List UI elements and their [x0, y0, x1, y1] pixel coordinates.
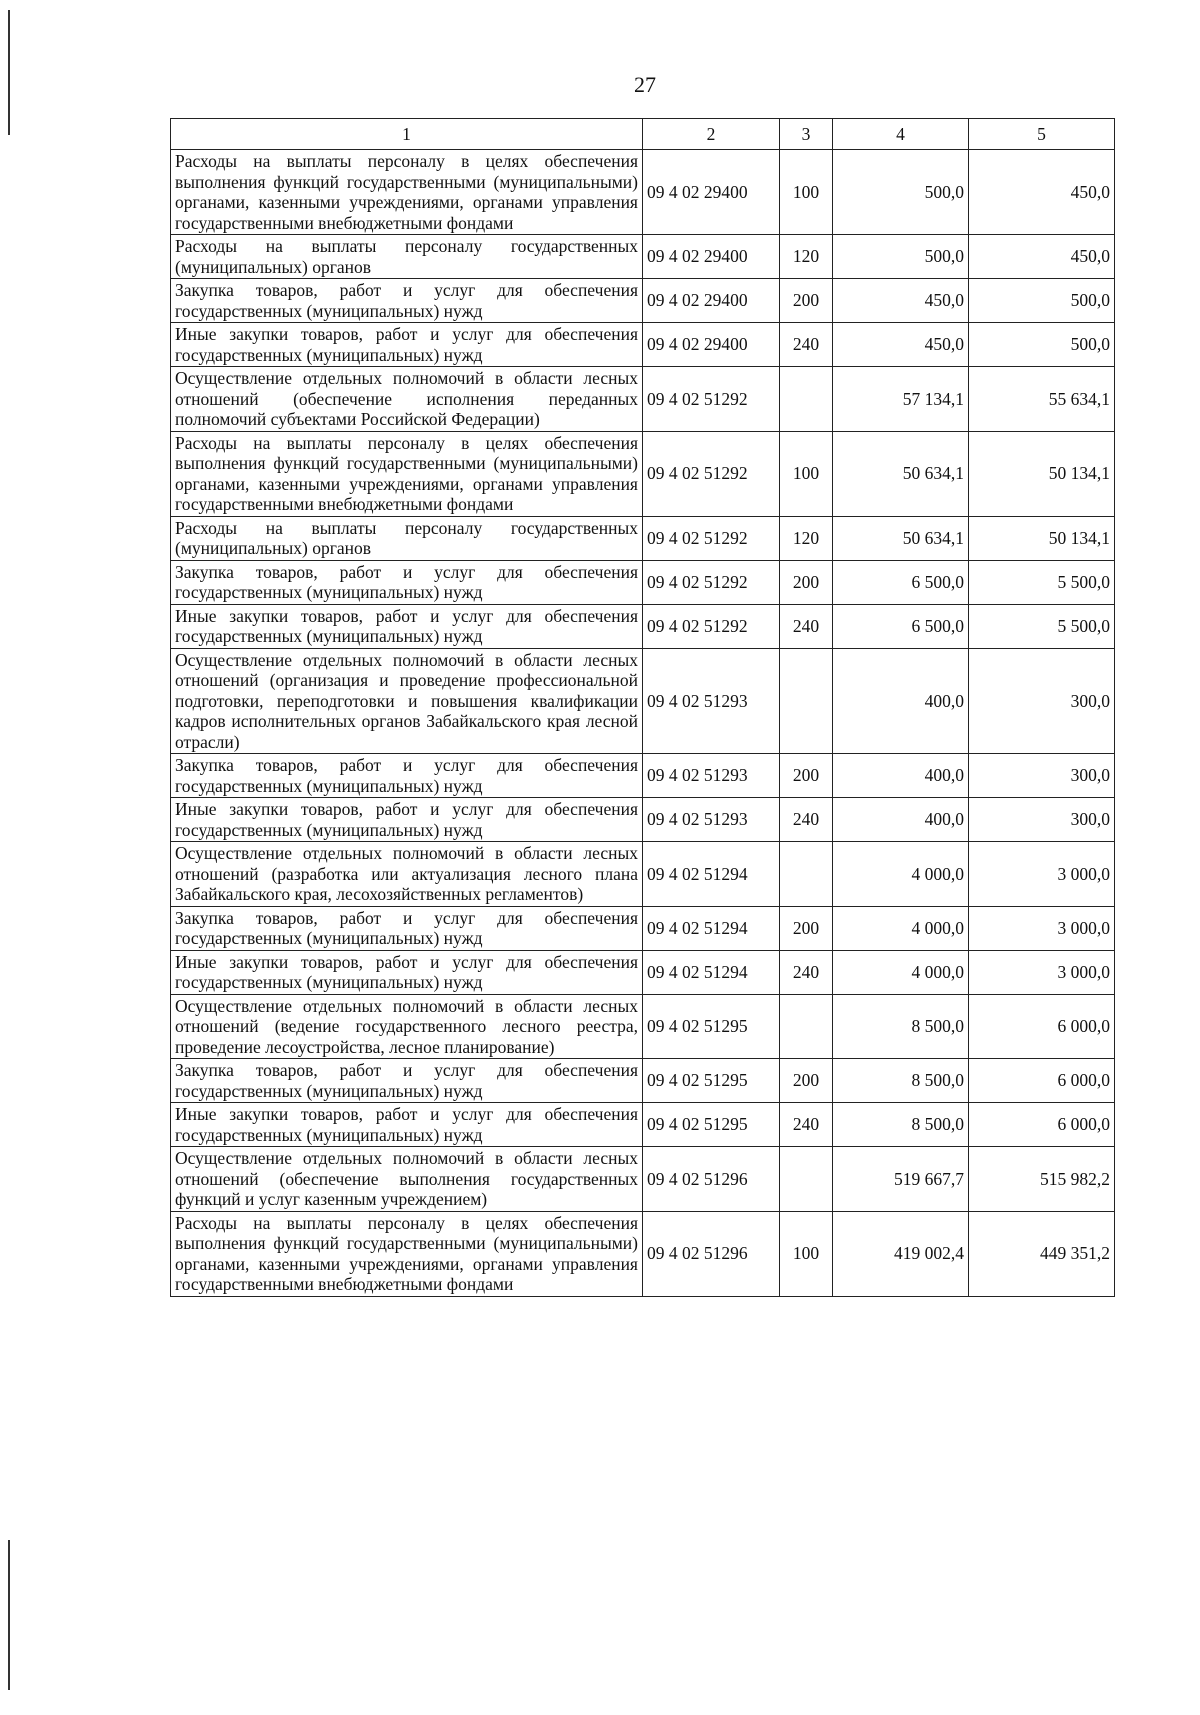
row-name: Осуществление отдельных полномочий в области лесных отношений (разработка или актуализация лесного плана Забайкальского края, лесохозяйственных регламентов): [171, 842, 643, 907]
row-value-col5: 3 000,0: [969, 906, 1115, 950]
header-col-3: 3: [780, 119, 833, 150]
table-row: [171, 323, 1115, 367]
table-row: [171, 279, 1115, 323]
row-code: 09 4 02 51294: [643, 950, 780, 994]
row-value-col5: 300,0: [969, 754, 1115, 798]
row-code: 09 4 02 29400: [643, 323, 780, 367]
page-number: 27: [634, 72, 656, 97]
row-expense-type: 200: [780, 1059, 833, 1103]
table-row: [171, 604, 1115, 648]
row-value-col5: 6 000,0: [969, 1103, 1115, 1147]
row-expense-type: 200: [780, 906, 833, 950]
row-value-col4: 4 000,0: [833, 842, 969, 907]
row-code: 09 4 02 51292: [643, 560, 780, 604]
row-name: Закупка товаров, работ и услуг для обеспечения государственных (муниципальных) нужд: [171, 906, 643, 950]
table-row: [171, 1059, 1115, 1103]
row-expense-type: 200: [780, 754, 833, 798]
table-row: [171, 235, 1115, 279]
row-value-col4: 450,0: [833, 279, 969, 323]
row-expense-type: [780, 994, 833, 1059]
row-expense-type: 240: [780, 798, 833, 842]
row-name: Закупка товаров, работ и услуг для обеспечения государственных (муниципальных) нужд: [171, 560, 643, 604]
row-expense-type: [780, 367, 833, 432]
row-value-col5: 300,0: [969, 648, 1115, 754]
row-value-col4: 400,0: [833, 648, 969, 754]
row-value-col4: 50 634,1: [833, 516, 969, 560]
row-value-col4: 6 500,0: [833, 560, 969, 604]
row-code: 09 4 02 51294: [643, 842, 780, 907]
header-col-2: 2: [643, 119, 780, 150]
row-expense-type: 240: [780, 323, 833, 367]
row-code: 09 4 02 51292: [643, 431, 780, 516]
row-name: Расходы на выплаты персоналу в целях обеспечения выполнения функций государственными (муниципальными) органами, казенными учреждениями, органами управления государственными внебюджетными фондами: [171, 1211, 643, 1296]
row-value-col4: 57 134,1: [833, 367, 969, 432]
row-name: Осуществление отдельных полномочий в области лесных отношений (обеспечение выполнения государственных функций и услуг казенным учреждением): [171, 1147, 643, 1212]
row-name: Осуществление отдельных полномочий в области лесных отношений (ведение государственного лесного реестра, проведение лесоустройства, лесное планирование): [171, 994, 643, 1059]
row-value-col5: 5 500,0: [969, 560, 1115, 604]
row-code: 09 4 02 51292: [643, 604, 780, 648]
row-expense-type: [780, 842, 833, 907]
row-code: 09 4 02 51292: [643, 367, 780, 432]
row-value-col4: 4 000,0: [833, 950, 969, 994]
row-value-col5: 50 134,1: [969, 431, 1115, 516]
row-expense-type: 240: [780, 604, 833, 648]
row-name: Закупка товаров, работ и услуг для обеспечения государственных (муниципальных) нужд: [171, 279, 643, 323]
row-code: 09 4 02 51293: [643, 754, 780, 798]
header-col-4: 4: [833, 119, 969, 150]
row-code: 09 4 02 29400: [643, 279, 780, 323]
row-code: 09 4 02 51295: [643, 1059, 780, 1103]
row-code: 09 4 02 51293: [643, 648, 780, 754]
row-expense-type: 100: [780, 150, 833, 235]
row-value-col5: 300,0: [969, 798, 1115, 842]
row-name: Иные закупки товаров, работ и услуг для обеспечения государственных (муниципальных) нужд: [171, 604, 643, 648]
row-expense-type: 240: [780, 1103, 833, 1147]
row-name: Иные закупки товаров, работ и услуг для обеспечения государственных (муниципальных) нужд: [171, 798, 643, 842]
row-value-col5: 450,0: [969, 150, 1115, 235]
row-value-col4: 400,0: [833, 754, 969, 798]
table-header-row: [171, 119, 1115, 150]
row-value-col5: 500,0: [969, 323, 1115, 367]
row-code: 09 4 02 51296: [643, 1147, 780, 1212]
table-row: [171, 1211, 1115, 1296]
row-value-col5: 515 982,2: [969, 1147, 1115, 1212]
row-value-col5: 449 351,2: [969, 1211, 1115, 1296]
row-code: 09 4 02 51292: [643, 516, 780, 560]
scan-edge-mark-bottom: [8, 1540, 10, 1690]
budget-table: [170, 118, 1115, 1297]
row-expense-type: 120: [780, 235, 833, 279]
table-row: [171, 994, 1115, 1059]
row-code: 09 4 02 51296: [643, 1211, 780, 1296]
row-value-col5: 5 500,0: [969, 604, 1115, 648]
row-name: Осуществление отдельных полномочий в области лесных отношений (организация и проведение профессиональной подготовки, переподготовки и повышения квалификации кадров исполнительных органов Забайкальского края лесной отрасли): [171, 648, 643, 754]
row-value-col4: 50 634,1: [833, 431, 969, 516]
table-row: [171, 950, 1115, 994]
header-col-1: 1: [171, 119, 643, 150]
row-value-col5: 6 000,0: [969, 1059, 1115, 1103]
table-row: [171, 906, 1115, 950]
row-value-col4: 450,0: [833, 323, 969, 367]
row-expense-type: 100: [780, 431, 833, 516]
table-row: [171, 648, 1115, 754]
row-name: Расходы на выплаты персоналу государственных (муниципальных) органов: [171, 516, 643, 560]
row-name: Закупка товаров, работ и услуг для обеспечения государственных (муниципальных) нужд: [171, 754, 643, 798]
row-value-col5: 3 000,0: [969, 842, 1115, 907]
row-expense-type: 200: [780, 279, 833, 323]
table-row: [171, 798, 1115, 842]
row-name: Расходы на выплаты персоналу в целях обеспечения выполнения функций государственными (муниципальными) органами, казенными учреждениями, органами управления государственными внебюджетными фондами: [171, 150, 643, 235]
row-name: Расходы на выплаты персоналу в целях обеспечения выполнения функций государственными (муниципальными) органами, казенными учреждениями, органами управления государственными внебюджетными фондами: [171, 431, 643, 516]
row-code: 09 4 02 51293: [643, 798, 780, 842]
row-name: Иные закупки товаров, работ и услуг для обеспечения государственных (муниципальных) нужд: [171, 950, 643, 994]
table-row: [171, 431, 1115, 516]
row-value-col4: 8 500,0: [833, 1059, 969, 1103]
row-value-col4: 500,0: [833, 235, 969, 279]
row-value-col5: 55 634,1: [969, 367, 1115, 432]
table-row: [171, 367, 1115, 432]
row-name: Расходы на выплаты персоналу государственных (муниципальных) органов: [171, 235, 643, 279]
row-expense-type: 120: [780, 516, 833, 560]
row-name: Осуществление отдельных полномочий в области лесных отношений (обеспечение исполнения переданных полномочий субъектами Российской Федерации): [171, 367, 643, 432]
table-row: [171, 1147, 1115, 1212]
row-code: 09 4 02 51295: [643, 994, 780, 1059]
row-value-col4: 500,0: [833, 150, 969, 235]
table-body: [171, 150, 1115, 1297]
row-code: 09 4 02 29400: [643, 235, 780, 279]
table-row: [171, 842, 1115, 907]
row-expense-type: 200: [780, 560, 833, 604]
row-name: Иные закупки товаров, работ и услуг для обеспечения государственных (муниципальных) нужд: [171, 323, 643, 367]
row-value-col5: 50 134,1: [969, 516, 1115, 560]
table-row: [171, 150, 1115, 235]
row-expense-type: [780, 648, 833, 754]
row-value-col4: 419 002,4: [833, 1211, 969, 1296]
row-expense-type: 240: [780, 950, 833, 994]
row-code: 09 4 02 51294: [643, 906, 780, 950]
row-expense-type: 100: [780, 1211, 833, 1296]
row-value-col4: 400,0: [833, 798, 969, 842]
table-row: [171, 754, 1115, 798]
row-code: 09 4 02 51295: [643, 1103, 780, 1147]
row-value-col5: 6 000,0: [969, 994, 1115, 1059]
row-value-col5: 500,0: [969, 279, 1115, 323]
row-value-col4: 519 667,7: [833, 1147, 969, 1212]
row-name: Иные закупки товаров, работ и услуг для обеспечения государственных (муниципальных) нужд: [171, 1103, 643, 1147]
row-value-col5: 450,0: [969, 235, 1115, 279]
row-expense-type: [780, 1147, 833, 1212]
row-value-col4: 6 500,0: [833, 604, 969, 648]
header-col-5: 5: [969, 119, 1115, 150]
row-name: Закупка товаров, работ и услуг для обеспечения государственных (муниципальных) нужд: [171, 1059, 643, 1103]
table-row: [171, 560, 1115, 604]
row-value-col5: 3 000,0: [969, 950, 1115, 994]
row-value-col4: 4 000,0: [833, 906, 969, 950]
row-value-col4: 8 500,0: [833, 994, 969, 1059]
row-value-col4: 8 500,0: [833, 1103, 969, 1147]
table-row: [171, 1103, 1115, 1147]
row-code: 09 4 02 29400: [643, 150, 780, 235]
table-row: [171, 516, 1115, 560]
